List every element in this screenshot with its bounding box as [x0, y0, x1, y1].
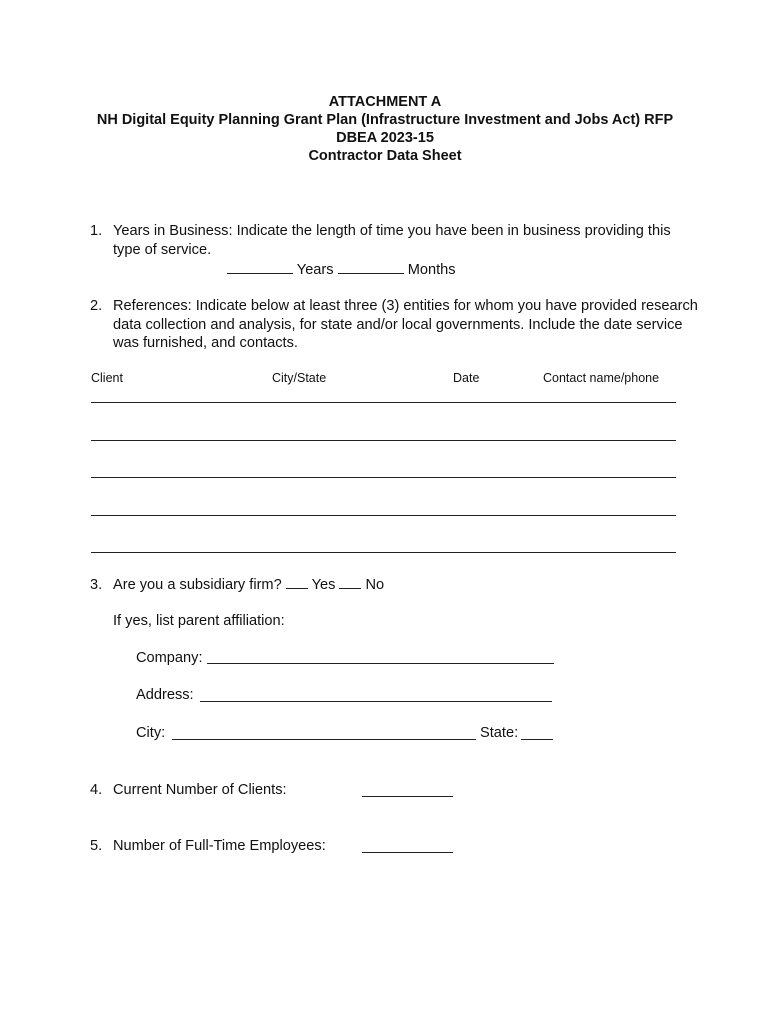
- yes-blank[interactable]: [286, 574, 308, 589]
- q1-number: 1.: [90, 223, 103, 239]
- q5-line: [90, 837, 326, 856]
- column-contact: Contact name/phone: [543, 371, 660, 385]
- q2-number: 2.: [90, 298, 103, 314]
- months-label: Months: [407, 262, 456, 278]
- months-field[interactable]: [338, 259, 404, 274]
- q1-years-months-row: [227, 259, 456, 280]
- address-label: Address:: [136, 687, 194, 703]
- q4-line: [90, 781, 287, 800]
- q1-text-line1: Years in Business: Indicate the length of time you have been in business providing this: [113, 223, 671, 239]
- q3-question: Are you a subsidiary firm?: [113, 577, 282, 593]
- column-city-state: City/State: [272, 371, 327, 385]
- q5-number: 5.: [90, 838, 103, 854]
- years-field[interactable]: [227, 259, 293, 274]
- state-field[interactable]: [521, 739, 553, 740]
- q3-line: [90, 574, 384, 595]
- reference-row-line[interactable]: [91, 440, 676, 441]
- years-label: Years: [296, 262, 334, 278]
- column-client: Client: [91, 371, 123, 385]
- q2-text-line3: was furnished, and contacts.: [113, 335, 298, 351]
- company-field[interactable]: [207, 663, 554, 664]
- rfp-number: DBEA 2023-15: [336, 130, 434, 146]
- city-label: City:: [136, 725, 166, 741]
- q2-text-line1: References: Indicate below at least three (3) entities for whom you have provided research: [113, 298, 698, 314]
- address-field[interactable]: [200, 701, 552, 702]
- reference-row-line[interactable]: [91, 515, 676, 516]
- company-label: Company:: [136, 650, 203, 666]
- sheet-title: Contractor Data Sheet: [308, 148, 462, 164]
- q2-text-line2: data collection and analysis, for state and/or local governments. Include the date service: [113, 317, 683, 333]
- reference-row-line[interactable]: [91, 552, 676, 553]
- q5-label: Number of Full-Time Employees:: [113, 838, 326, 854]
- q2-line1: [90, 297, 698, 316]
- no-blank[interactable]: [339, 574, 361, 589]
- reference-row-line[interactable]: [91, 402, 676, 403]
- no-label: No: [365, 577, 385, 593]
- q1-line1: [90, 222, 671, 241]
- column-date: Date: [453, 371, 480, 385]
- q1-text-line2: type of service.: [113, 242, 212, 258]
- employees-count-field[interactable]: [362, 852, 453, 853]
- reference-row-line[interactable]: [91, 477, 676, 478]
- rfp-title: NH Digital Equity Planning Grant Plan (Infrastructure Investment and Jobs Act) RFP: [96, 112, 674, 128]
- city-field[interactable]: [172, 739, 476, 740]
- q3-followup: If yes, list parent affiliation:: [113, 613, 285, 629]
- clients-count-field[interactable]: [362, 796, 453, 797]
- q4-number: 4.: [90, 782, 103, 798]
- attachment-title: ATTACHMENT A: [328, 94, 442, 110]
- state-label: State:: [480, 725, 519, 741]
- yes-label: Yes: [311, 577, 336, 593]
- q3-number: 3.: [90, 577, 103, 593]
- q4-label: Current Number of Clients:: [113, 782, 287, 798]
